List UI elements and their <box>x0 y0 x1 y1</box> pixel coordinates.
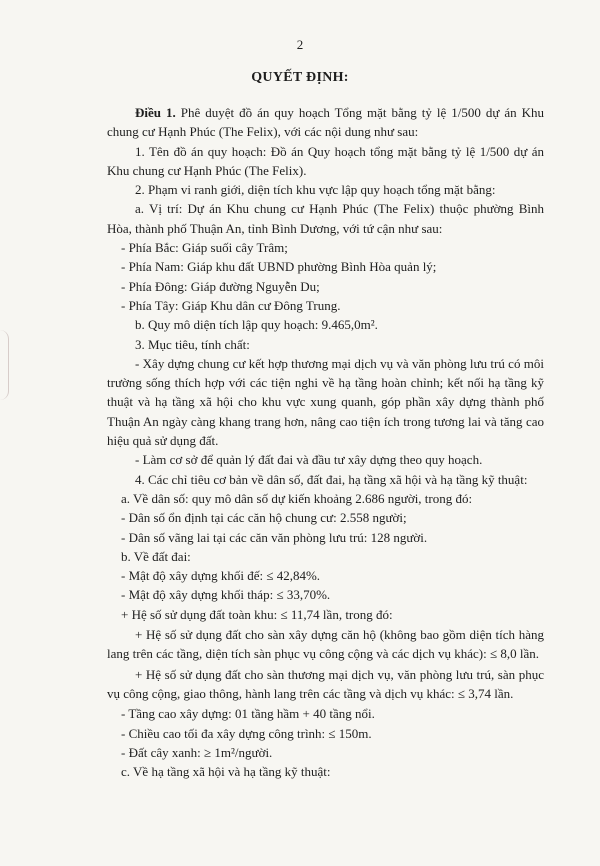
infrastructure-heading: c. Về hạ tầng xã hội và hạ tầng kỹ thuật: <box>121 764 331 780</box>
item-scope: 2. Phạm vi ranh giới, diện tích khu vực lập quy hoạch tổng mặt bằng: <box>135 182 496 198</box>
article-label: Điều 1. <box>135 105 176 120</box>
max-height: - Chiều cao tối đa xây dựng công trình: ≤ 150m. <box>121 725 372 741</box>
objective-build: - Xây dựng chung cư kết hợp thương mại dịch vụ và văn phòng lưu trú có môi trường sống thích hợp với các tiện nghi về hạ tầng hoàn chỉnh; kết nối hạ tầng kỹ thuật và hạ tầng xã hội cho khu vực xung quanh, góp phần xây dựng thành phố Thuận An ngày càng khang trang hơn, nâng cao tiện ích trong tương lai và tăng cao hiệu quả sử dụng đất. <box>107 355 544 449</box>
population-total: a. Về dân số: quy mô dân số dự kiến khoảng 2.686 người, trong đó: <box>121 490 473 506</box>
density-tower: - Mật độ xây dựng khối tháp: ≤ 33,70%. <box>121 587 331 603</box>
decision-title: QUYẾT ĐỊNH: <box>251 70 349 85</box>
item-plan-name: 1. Tên đồ án quy hoạch: Đồ án Quy hoạch tổng mặt bằng tỷ lệ 1/500 dự án Khu chung cư Hạnh Phúc (The Felix). <box>107 143 544 178</box>
border-north: - Phía Bắc: Giáp suối cây Trâm; <box>121 240 288 256</box>
far-commercial: + Hệ số sử dụng đất cho sàn thương mại dịch vụ, văn phòng lưu trú, sàn phục vụ công cộng, giao thông, hành lang trên các tầng và dịch vụ khác: ≤ 3,74 lần. <box>107 666 544 701</box>
article-intro: Phê duyệt đồ án quy hoạch Tổng mặt bằng tỷ lệ 1/500 dự án Khu chung cư Hạnh Phúc (The Felix), với các nội dung như sau: <box>107 105 545 140</box>
item-objectives: 3. Mục tiêu, tính chất: <box>135 336 250 352</box>
item-area: b. Quy mô diện tích lập quy hoạch: 9.465,0m². <box>135 317 378 333</box>
document-body <box>107 103 544 781</box>
green-land: - Đất cây xanh: ≥ 1m²/người. <box>121 744 273 760</box>
item-location: a. Vị trí: Dự án Khu chung cư Hạnh Phúc (The Felix) thuộc phường Bình Hòa, thành phố Thuận An, tỉnh Bình Dương, với tứ cận như sau: <box>107 201 544 236</box>
density-podium: - Mật độ xây dựng khối đế: ≤ 42,84%. <box>121 568 321 584</box>
border-south: - Phía Nam: Giáp khu đất UBND phường Bình Hòa quản lý; <box>121 259 437 275</box>
objective-basis: - Làm cơ sở để quản lý đất đai và đầu tư xây dựng theo quy hoạch. <box>135 452 483 468</box>
article-paragraph <box>107 103 544 142</box>
border-east: - Phía Đông: Giáp đường Nguyễn Du; <box>121 278 320 294</box>
population-stable: - Dân số ổn định tại các căn hộ chung cư: 2.558 người; <box>121 510 407 526</box>
item-indicators: 4. Các chỉ tiêu cơ bản về dân số, đất đai, hạ tầng xã hội và hạ tầng kỹ thuật: <box>135 471 528 487</box>
land-heading: b. Về đất đai: <box>121 548 191 564</box>
border-west: - Phía Tây: Giáp Khu dân cư Đông Trung. <box>121 297 341 313</box>
far-total: + Hệ số sử dụng đất toàn khu: ≤ 11,74 lần, trong đó: <box>121 606 393 622</box>
population-transient: - Dân số vãng lai tại các căn văn phòng lưu trú: 128 người. <box>121 529 428 545</box>
floors: - Tầng cao xây dựng: 01 tầng hầm + 40 tầng nổi. <box>121 706 375 722</box>
far-apartments: + Hệ số sử dụng đất cho sàn xây dựng căn hộ (không bao gồm diện tích hàng lang trên các tầng, diện tích sàn phục vụ công cộng và các dịch vụ khác): ≤ 8,0 lần. <box>107 627 544 662</box>
stamp-edge <box>0 330 9 400</box>
page-number: 2 <box>296 37 304 52</box>
